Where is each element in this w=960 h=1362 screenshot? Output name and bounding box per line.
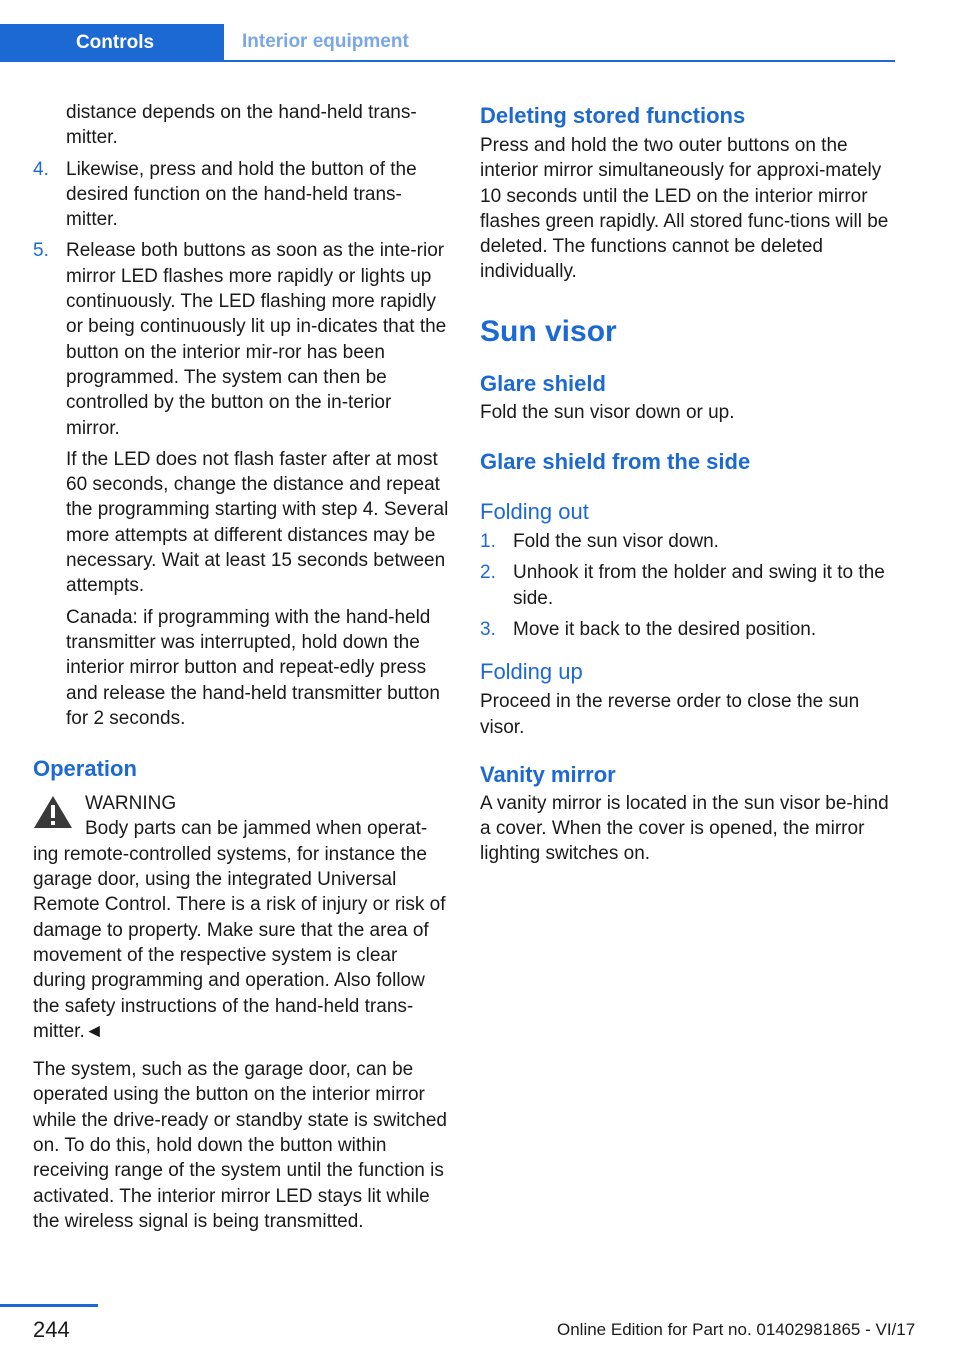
programming-steps — [33, 157, 449, 732]
list-item — [33, 238, 449, 731]
page-number: 244 — [33, 1317, 70, 1342]
step-text: Fold the sun visor down. — [513, 531, 719, 553]
step-text: Release both buttons as soon as the inte-rior mirror LED flashes more rapidly or lights up continuously. The LED flashing more rapidly or being continuously lit up in-dicates that the button on the interior mir-ror has been programmed. The system can then be controlled by the button on the in-terior mirror. — [66, 240, 447, 439]
operation-text: The system, such as the garage door, can be operated using the button on the interior mirror while the drive-ready or standby state is switched on. To do this, hold down the button within receiving range of the system until the function is activated. The interior mirror LED stays lit while the wireless signal is being transmitted. — [33, 1059, 447, 1232]
glare-shield-side-heading: Glare shield from the side — [480, 449, 751, 475]
step-note: If the LED does not flash faster after at most 60 seconds, change the distance and repeat the programming starting with step 4. Several more attempts at different distances may be necessary. Wait at least 15 seconds between attempts. — [66, 448, 449, 597]
list-item — [480, 529, 896, 554]
step-number: 3. — [480, 618, 496, 640]
step-number: 1. — [480, 531, 496, 553]
right-column — [480, 100, 896, 867]
glare-shield-heading: Glare shield — [480, 370, 606, 396]
step-text: Unhook it from the holder and swing it to the side. — [513, 562, 885, 609]
warning-box — [33, 791, 449, 1044]
step-number: 4. — [33, 158, 49, 180]
step-number: 2. — [480, 562, 496, 584]
step-note: Canada: if programming with the hand-held transmitter was interrupted, hold down the interior mirror button and repeat-edly press and release the hand-held transmitter button for 2 seconds. — [66, 606, 440, 729]
tab-controls[interactable]: Controls — [0, 24, 224, 62]
step-text: Likewise, press and hold the button of the desired function on the hand-held trans-mitter. — [66, 158, 417, 231]
list-item — [480, 617, 896, 642]
header-bar — [0, 24, 895, 62]
step-text: Move it back to the desired position. — [513, 618, 817, 640]
list-item — [33, 157, 449, 233]
warning-first-line: Body parts can be jammed when operat- — [85, 818, 428, 840]
operation-heading: Operation — [33, 756, 137, 782]
folding-up-heading: Folding up — [480, 659, 583, 685]
deleting-text: Press and hold the two outer buttons on the interior mirror simultaneously for approxi-mately 10 seconds until the LED on the interior mirror flashes green rapidly. All stored func-tions will be deleted. The functions cannot be deleted individually. — [480, 135, 889, 283]
list-item — [480, 560, 896, 611]
left-column — [33, 100, 449, 1234]
intro-text: distance depends on the hand-held trans-mitter. — [66, 102, 417, 149]
tab-interior-equipment[interactable]: Interior equipment — [242, 31, 409, 52]
warning-label: WARNING — [85, 793, 177, 815]
step-number: 5. — [33, 240, 49, 262]
vanity-mirror-text: A vanity mirror is located in the sun visor be-hind a cover. When the cover is opened, the mirror lighting switches on. — [480, 792, 889, 865]
folding-out-steps — [480, 529, 896, 642]
folding-up-text: Proceed in the reverse order to close the sun visor. — [480, 691, 860, 738]
warning-icon — [33, 795, 73, 829]
warning-text: ing remote-controlled systems, for instance the garage door, using the integrated Universal Remote Control. There is a risk of injury or risk of damage to property. Make sure that the area of movement of the respective system is clear during programming and operation. Also follow the safety instructions of the hand-held trans-mitter.◄ — [33, 843, 446, 1042]
sun-visor-heading: Sun visor — [480, 314, 617, 348]
header-rule — [0, 60, 895, 62]
folding-out-heading: Folding out — [480, 499, 589, 525]
vanity-mirror-heading: Vanity mirror — [480, 761, 616, 787]
edition-text: Online Edition for Part no. 01402981865 - VI/17 — [557, 1320, 916, 1339]
deleting-heading: Deleting stored functions — [480, 103, 746, 128]
footer-rule — [0, 1304, 98, 1307]
glare-shield-text: Fold the sun visor down or up. — [480, 401, 735, 423]
